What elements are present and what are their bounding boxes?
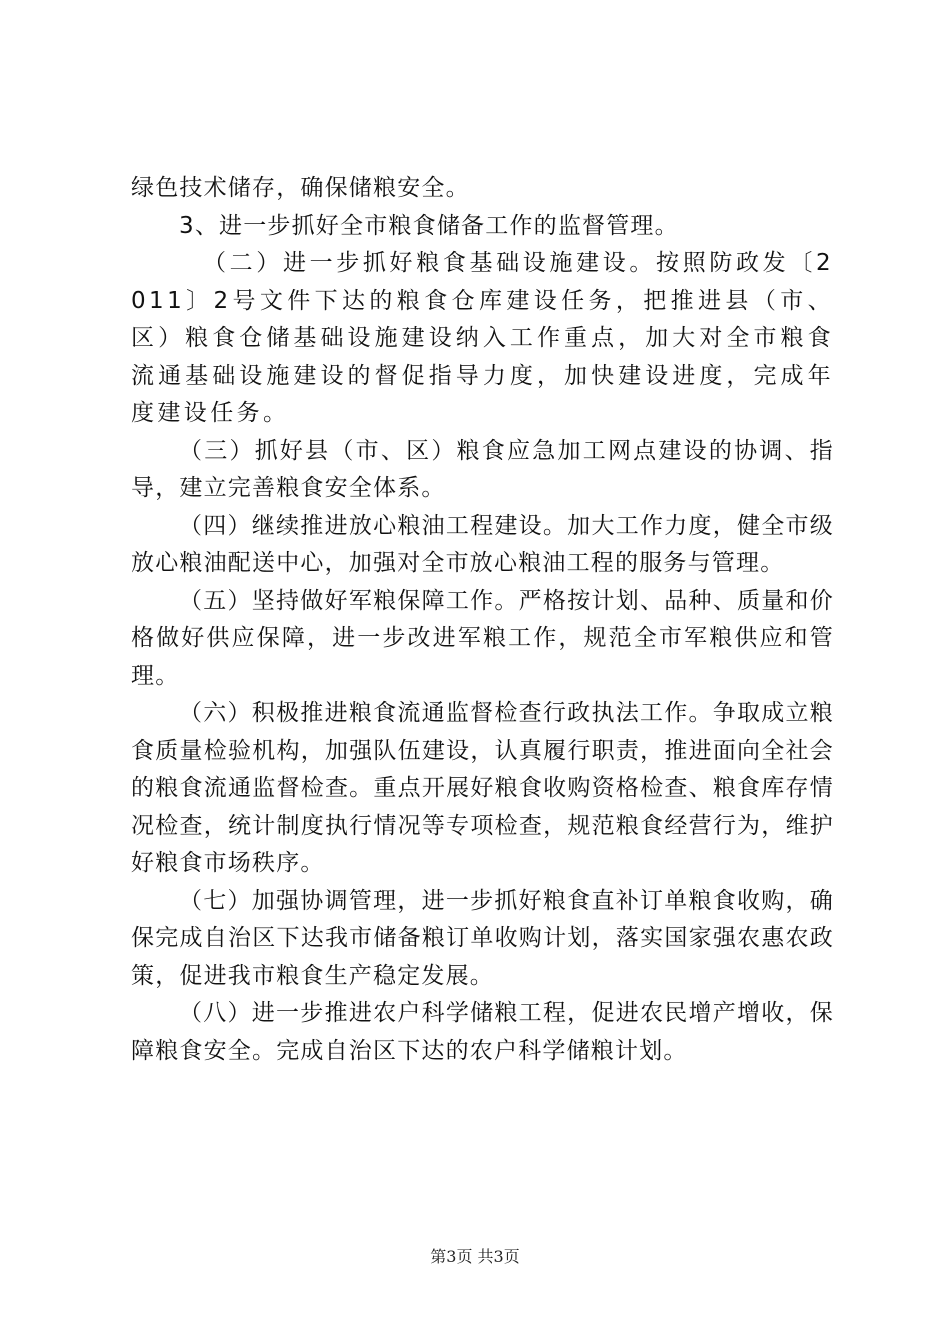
paragraph-section-3: （三）抓好县（市、区）粮食应急加工网点建设的协调、指导，建立完善粮食安全体系。 <box>131 437 834 501</box>
paragraph-section-6: （六）积极推进粮食流通监督检查行政执法工作。争取成立粮食质量检验机构，加强队伍建设，认真履行职责，推进面向全社会的粮食流通监督检查。重点开展好粮食收购资格检查、粮食库存情况检查，统计制度执行情况等专项检查，规范粮食经营行为，维护好粮食市场秩序。 <box>131 700 834 876</box>
paragraph-item-3: 3、进一步抓好全市粮食储备工作的监督管理。 <box>179 212 679 239</box>
paragraph-section-5: （五）坚持做好军粮保障工作。严格按计划、品种、质量和价格做好供应保障，进一步改进军粮工作，规范全市军粮供应和管理。 <box>131 587 834 689</box>
paragraph-section-7: （七）加强协调管理，进一步抓好粮食直补订单粮食收购，确保完成自治区下达我市储备粮订单收购计划，落实国家强农惠农政策，促进我市粮食生产稳定发展。 <box>131 887 834 989</box>
paragraph-section-2: （二）进一步抓好粮食基础设施建设。按照防政发〔2011〕2号文件下达的粮食仓库建设任务，把推进县（市、区）粮食仓储基础设施建设纳入工作重点，加大对全市粮食流通基础设施建设的督促指导力度，加快建设进度，完成年度建设任务。 <box>131 250 834 426</box>
document-body <box>131 170 834 1070</box>
page-number-footer: 第3页 共3页 <box>430 1247 520 1266</box>
paragraph-continuation: 绿色技术储存，确保储粮安全。 <box>131 175 470 201</box>
paragraph-section-8: （八）进一步推进农户科学储粮工程，促进农民增产增收，保障粮食安全。完成自治区下达的农户科学储粮计划。 <box>131 1000 834 1064</box>
paragraph-section-4: （四）继续推进放心粮油工程建设。加大工作力度，健全市级放心粮油配送中心，加强对全市放心粮油工程的服务与管理。 <box>131 512 834 576</box>
